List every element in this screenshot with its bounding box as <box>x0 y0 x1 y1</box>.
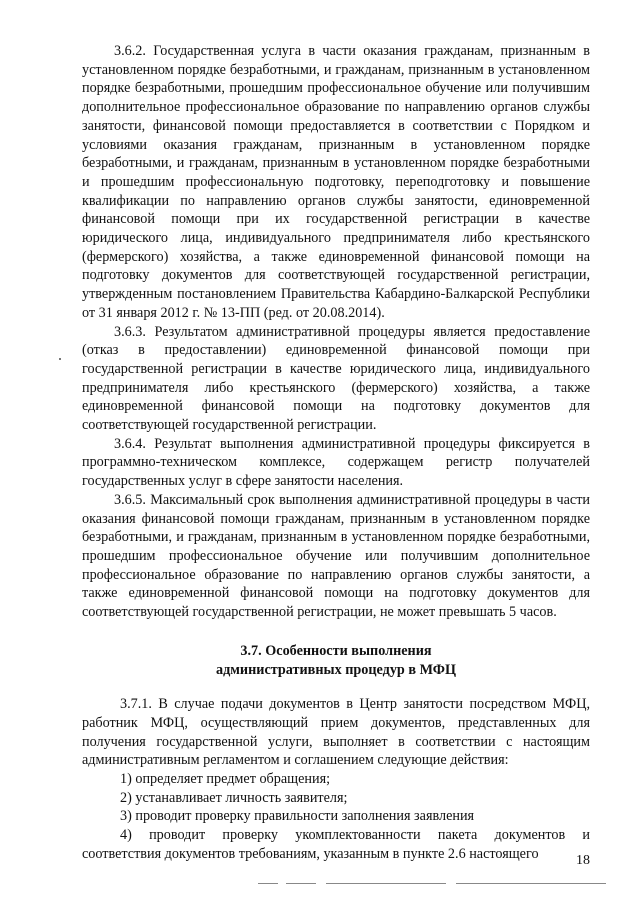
page-body <box>82 42 590 864</box>
list-item-1: 1) определяет предмет обращения; <box>120 771 331 788</box>
footer-rule-segment <box>456 883 606 884</box>
section-heading-3-7 <box>82 642 590 679</box>
paragraph-3-6-2: 3.6.2. Государственная услуга в части оказания гражданам, признанным в установленном порядке безработными, и гражданам, признанным в установленном порядке безработными, прошедшим профессиональное обучение или получившим дополнительное профессиональное образование по направлению органов службы занятости, финансовой помощи предоставляется в соответствии с Порядком и условиями оказания гражданам, признанным в установленном порядке безработными, и гражданам, признанным в установленном порядке безработными и прошедшим профессиональную подготовку, переподготовку и повышение квалификации по направлению органов службы занятости, единовременной финансовой помощи при их государственной регистрации в качестве юридического лица, индивидуального предпринимателя либо крестьянского (фермерского) хозяйства, а также единовременной финансовой помощи на подготовку документов для соответствующей государственной регистрации, утвержденным постановлением Правительства Кабардино-Балкарской Республики от 31 января 2012 г. № 13-ПП (ред. от 20.08.2014). <box>82 43 590 321</box>
section-heading-line-1: 3.7. Особенности выполнения <box>240 642 432 659</box>
scan-speck <box>59 358 61 360</box>
paragraph-3-7-1: 3.7.1. В случае подачи документов в Центр занятости посредством МФЦ, работник МФЦ, осуществляющий прием документов, представленных для получения государственной услуги, выполняет в соответствии с настоящим административным регламентом и соглашением следующие действия: <box>82 696 590 769</box>
list-item-2: 2) устанавливает личность заявителя; <box>120 789 348 806</box>
list-item-4: 4) проводит проверку укомплектованности пакета документов и соответствия документов требованиям, указанным в пункте 2.6 настоящего <box>82 827 590 862</box>
paragraph-3-6-5: 3.6.5. Максимальный срок выполнения административной процедуры в части оказания финансовой помощи гражданам, признанным в установленном порядке безработными, и гражданам, признанным в установленном порядке безработными, прошедшим профессиональное обучение или получившим дополнительное профессиональное образование по направлению органов службы занятости, а также единовременной финансовой помощи на подготовку документов для соответствующей государственной регистрации, не может превышать 5 часов. <box>82 491 590 621</box>
list-item-3: 3) проводит проверку правильности заполнения заявления <box>120 808 475 825</box>
paragraph-3-6-4: 3.6.4. Результат выполнения административной процедуры фиксируется в программно-техническом комплексе, содержащем регистр получателей государственных услуг в сфере занятости населения. <box>82 435 590 490</box>
footer-rule-segment <box>258 883 278 884</box>
paragraph-3-6-3: 3.6.3. Результатом административной процедуры является предоставление (отказ в предоставлении) единовременной финансовой помощи при государственной регистрации в качестве юридического лица, индивидуального предпринимателя либо крестьянского (фермерского) хозяйства, а также единовременной финансовой помощи на подготовку документов для соответствующей государственной регистрации. <box>82 323 590 434</box>
footer-rule-segment <box>286 883 316 884</box>
footer-rule-segment <box>326 883 446 884</box>
section-heading-line-2: административных процедур в МФЦ <box>216 661 456 678</box>
page-number: 18 <box>576 853 590 868</box>
